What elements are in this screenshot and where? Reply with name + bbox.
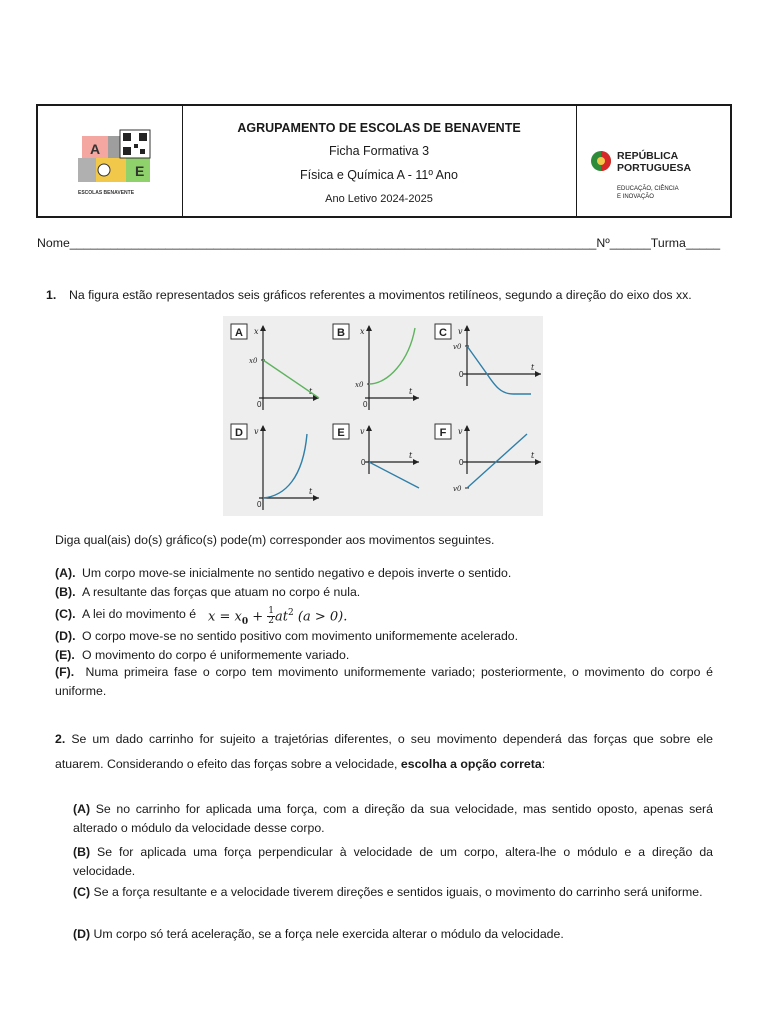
sheet-title: Ficha Formativa 3 (328, 144, 430, 158)
student-info-line: Nome_____________________________________________________________________________Nº______Turma_____ (37, 236, 721, 250)
header-table (36, 104, 732, 218)
q2-instruction: escolha a opção correta (400, 757, 542, 771)
graph-c-curve (467, 346, 531, 394)
school-year: Ano Letivo 2024-2025 (325, 193, 433, 205)
q2-number: 2. (55, 732, 66, 746)
school-logo (38, 106, 182, 216)
graph-f-label: F (439, 427, 447, 439)
graph-f-curve (467, 434, 527, 488)
ministry-line1: EDUCAÇÃO, CIÊNCIA (617, 186, 679, 192)
formula-exp: 2 (288, 608, 294, 618)
graph-d-x-arrow (313, 495, 319, 501)
graph-c-y-label: v (458, 327, 463, 336)
graph-f-x-arrow (535, 459, 541, 465)
q1-number: 1. (46, 288, 57, 302)
item-f-text: Numa primeira fase o corpo tem movimento uniformemente variado; posteriormente, o movimento do corpo é uniforme. (55, 665, 713, 698)
formula-rest: at (275, 609, 288, 625)
graph-d-curve (263, 434, 307, 498)
republic-label: REPÚBLICA (617, 150, 679, 162)
q2-option-a-text: Se no carrinho for aplicada uma força, com a direção da sua velocidade, mas sentido oposto, apenas será alterado o módulo da velocidade desse corpo. (73, 802, 713, 835)
graph-f-mark: v0 (453, 485, 462, 493)
graph-b-mark: x0 (355, 381, 364, 389)
graph-e-x-label: t (409, 451, 413, 460)
item-d-tag: (D). (55, 629, 76, 643)
svg-text:A: A (90, 141, 101, 157)
graph-c-origin: 0 (459, 370, 464, 379)
item-b-tag: (B). (55, 585, 76, 599)
graph-b-label: B (337, 327, 345, 339)
item-a-text: Um corpo move-se inicialmente no sentido negativo e depois inverte o sentido. (82, 566, 512, 580)
formula-sub: 0 (241, 616, 249, 627)
formula-cond: (a > 0). (297, 609, 348, 625)
graph-a-mark: x0 (249, 357, 258, 365)
q2-option-c-tag: (C) (73, 885, 91, 899)
q2-text: Se um dado carrinho for sujeito a trajetórias diferentes, o seu movimento dependerá das forças que sobre ele atuarem. Considerando o efeito das forças sobre a velocidade, (55, 732, 713, 771)
graph-f-y-arrow (464, 425, 470, 431)
graph-b-origin: 0 (363, 400, 368, 409)
formula-lhs: x = x (208, 609, 242, 625)
svg-text:E: E (135, 163, 145, 179)
graph-b-y-arrow (366, 325, 372, 331)
graph-e-origin: 0 (361, 458, 366, 467)
school-logo-text: ESCOLAS BENAVENTE (78, 190, 135, 196)
q1-prompt: Diga qual(ais) do(s) gráfico(s) pode(m) corresponder aos movimentos seguintes. (55, 533, 495, 547)
graph-c-mark: v0 (453, 343, 462, 351)
q2-option-c (73, 883, 713, 902)
graph-d-origin: 0 (257, 500, 262, 509)
graph-c-x-label: t (531, 363, 535, 372)
graph-b-curve (369, 328, 415, 384)
school-name: AGRUPAMENTO DE ESCOLAS DE BENAVENTE (237, 121, 521, 135)
item-a-tag: (A). (55, 566, 76, 580)
graph-d-y-label: v (254, 427, 259, 436)
q2-option-d-tag: (D) (73, 927, 91, 941)
government-logo (577, 106, 730, 216)
graph-f-y-label: v (458, 427, 463, 436)
graph-f-origin: 0 (459, 458, 464, 467)
q2-option-a (73, 800, 713, 838)
q2-option-b-tag: (B) (73, 845, 91, 859)
q2-statement (55, 727, 713, 777)
graphs-svg (223, 316, 543, 516)
graph-e-x-arrow (413, 459, 419, 465)
graph-a-origin: 0 (257, 400, 262, 409)
graph-e-y-arrow (366, 425, 372, 431)
ministry-line2: E INOVAÇÃO (617, 194, 654, 200)
formula-fraction (267, 607, 275, 626)
graph-d-y-arrow (260, 425, 266, 431)
item-f-tag: (F). (55, 665, 75, 679)
q1-text: Na figura estão representados seis gráficos referentes a movimentos retilíneos, segundo a direção do eixo dos xx. (69, 288, 692, 302)
q2-option-d (73, 925, 713, 944)
item-f (55, 663, 713, 701)
graph-a-label: A (235, 327, 243, 339)
subject-title: Física e Química A - 11º Ano (300, 168, 458, 182)
item-c-text: A lei do movimento é (82, 607, 197, 621)
graph-a-y-arrow (260, 325, 266, 331)
item-d-text: O corpo move-se no sentido positivo com movimento uniformemente acelerado. (82, 629, 519, 643)
item-e-tag: (E). (55, 648, 75, 662)
graph-d-label: D (235, 427, 243, 439)
school-logo-cell (38, 106, 183, 216)
q2-colon: : (541, 757, 546, 771)
portuguesa-label: PORTUGUESA (617, 162, 692, 174)
graph-c-label: C (439, 327, 447, 339)
motion-formula (208, 600, 347, 626)
graph-b-y-label: x (360, 327, 365, 336)
graph-b-x-label: t (409, 387, 413, 396)
item-c-tag: (C). (55, 607, 76, 621)
item-e-text: O movimento do corpo é uniformemente variado. (82, 648, 350, 662)
formula-den: 2 (268, 616, 275, 627)
q2-option-b-text: Se for aplicada uma força perpendicular à velocidade de um corpo, altera-lhe o módulo e a direção da velocidade. (73, 845, 713, 878)
graph-a-curve (263, 360, 319, 398)
graph-f-x-label: t (531, 451, 535, 460)
graph-e-curve (369, 462, 419, 488)
graph-e-label: E (337, 427, 345, 439)
item-b-text: A resultante das forças que atuam no corpo é nula. (82, 585, 361, 599)
graph-a-x-label: t (309, 387, 313, 396)
q2-option-d-text: Um corpo só terá aceleração, se a força nele exercida alterar o módulo da velocidade. (93, 927, 564, 941)
q2-option-a-tag: (A) (73, 802, 91, 816)
government-logo-cell (577, 106, 730, 216)
header-title-cell (182, 106, 577, 216)
formula-num: 1 (268, 606, 275, 617)
graph-e-y-label: v (360, 427, 365, 436)
graph-b-x-arrow (413, 395, 419, 401)
formula-plus: + (252, 609, 264, 625)
graph-c-y-arrow (464, 325, 470, 331)
q2-option-c-text: Se a força resultante e a velocidade tiverem direções e sentidos iguais, o movimento do carrinho será uniforme. (93, 885, 703, 899)
graphs-figure (223, 316, 543, 516)
graph-c-x-arrow (535, 371, 541, 377)
q2-option-b (73, 843, 713, 881)
graph-d-x-label: t (309, 487, 313, 496)
graph-a-y-label: x (254, 327, 259, 336)
